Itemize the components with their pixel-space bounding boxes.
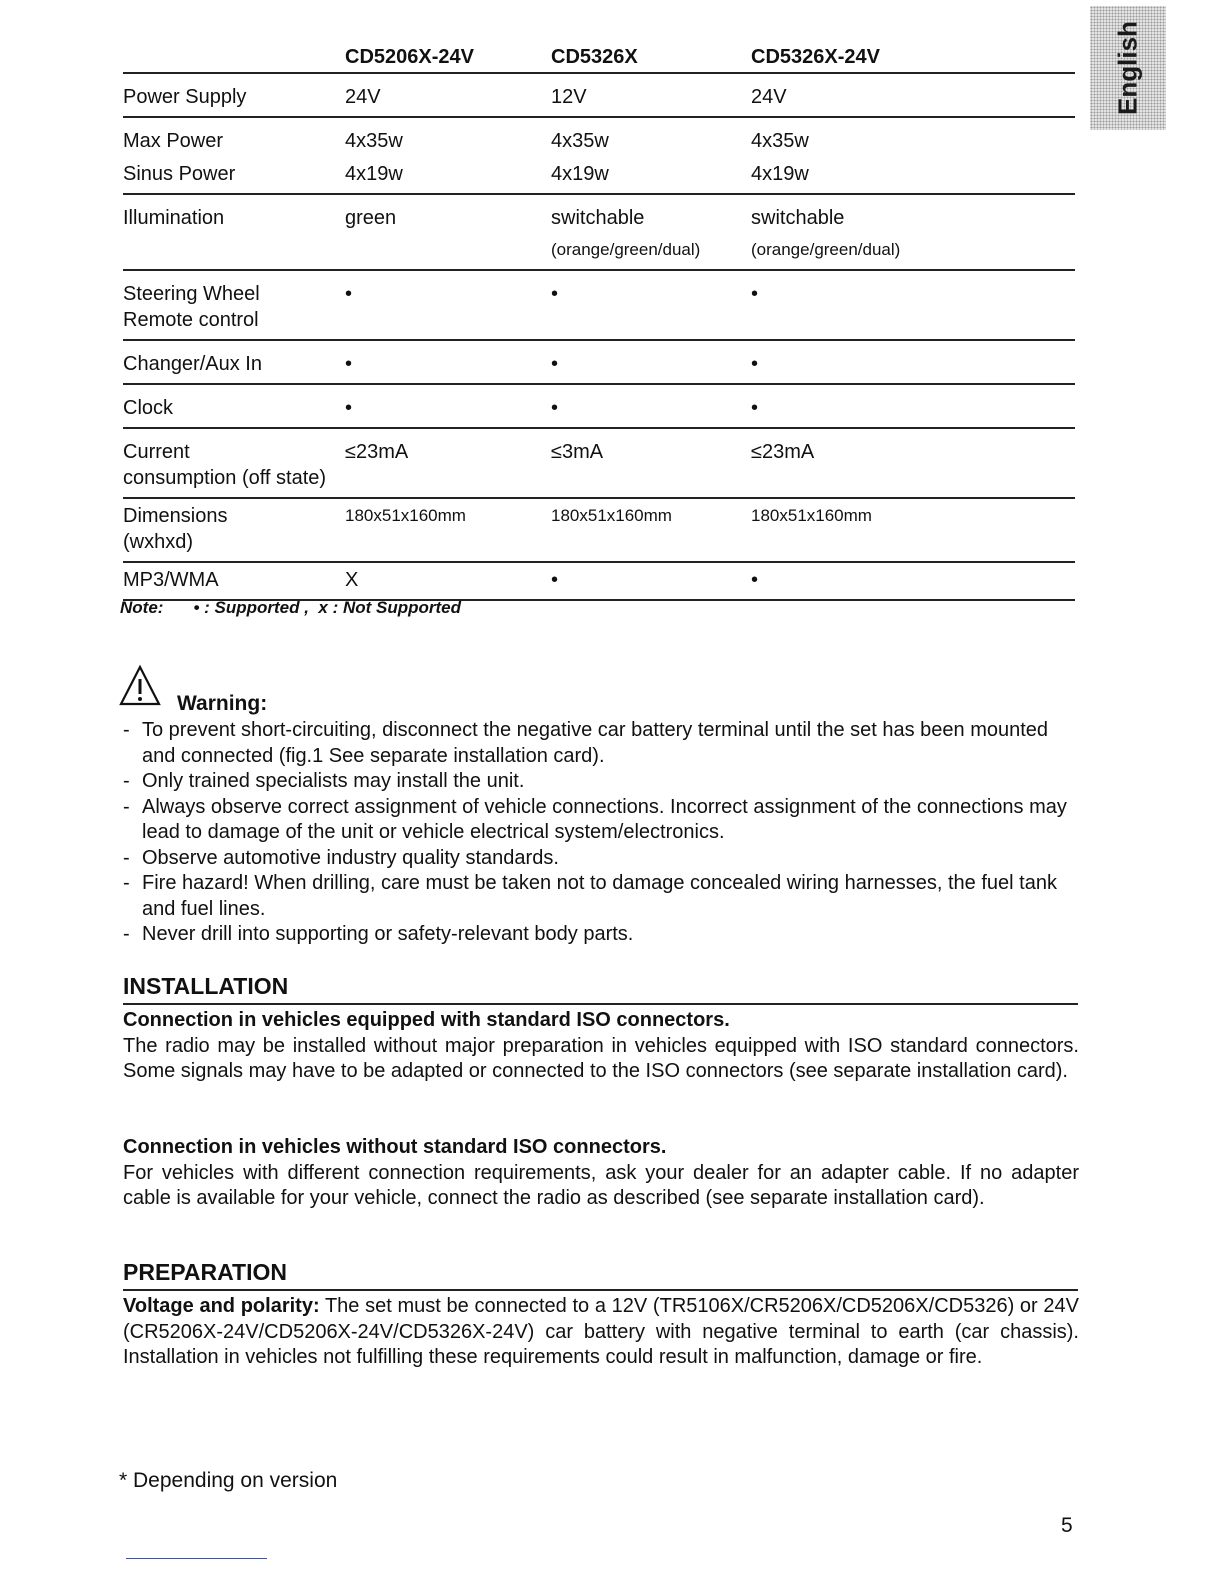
cell: 180x51x160mm (751, 498, 1075, 562)
preparation-title: PREPARATION (123, 1258, 1078, 1291)
cell (123, 231, 345, 270)
label-line: Steering Wheel (123, 283, 260, 305)
cell: • (751, 270, 1075, 340)
warning-item: - To prevent short-circuiting, disconnect the negative car battery terminal until the set has been mounted and connected (fig.1 See separate installation card). (123, 719, 1049, 767)
header-model-3: CD5326X-24V (751, 40, 1075, 73)
row-changer-aux (123, 340, 1075, 384)
label-sinus-power: Sinus Power (123, 154, 345, 194)
warning-item: - Observe automotive industry quality standards. (123, 846, 559, 869)
footnote: * Depending on version (119, 1469, 338, 1492)
header-model-1: CD5206X-24V (345, 40, 551, 73)
table-note (120, 598, 461, 618)
row-max-power (123, 117, 1075, 154)
label-steering-wheel (123, 270, 345, 340)
noniso-block (123, 1135, 1079, 1212)
cell: • (751, 340, 1075, 384)
cell: 180x51x160mm (345, 498, 551, 562)
header-empty (123, 40, 345, 73)
cell: 4x19w (551, 154, 751, 194)
cell: ≤3mA (551, 428, 751, 498)
voltage-block (123, 1294, 1079, 1371)
warning-title: Warning: (177, 692, 268, 715)
row-current (123, 428, 1075, 498)
row-clock (123, 384, 1075, 428)
cell: ≤23mA (751, 428, 1075, 498)
cell: 4x19w (751, 154, 1075, 194)
row-power-supply (123, 73, 1075, 117)
label-current (123, 428, 345, 498)
cell: • (551, 384, 751, 428)
label-line: (wxhxd) (123, 531, 194, 553)
voltage-text: The set must be connected to a 12V (TR5106X/CR5206X/CD5206X/CD5326) or 24V (CR5206X-24V/CD5206X-24V/CD5326X-24V) car battery with negative terminal to earth (car chassis). Installation in vehicles not fulfilling these requirements could result in malfunction, damage or fire. (123, 1295, 1079, 1368)
warning-triangle-icon (118, 664, 162, 708)
installation-title: INSTALLATION (123, 972, 1078, 1005)
cell: ≤23mA (345, 428, 551, 498)
noniso-text: For vehicles with different connection requirements, ask your dealer for an adapter cable. If no adapter cable is available for your vehicle, connect the radio as described (see separate installation card). (123, 1161, 1079, 1209)
bottom-rule (126, 1558, 267, 1559)
cell: 180x51x160mm (551, 498, 751, 562)
cell: • (551, 270, 751, 340)
cell: 4x35w (551, 130, 609, 152)
label-line: Dimensions (123, 505, 228, 527)
cell: green (345, 207, 397, 229)
note-supported: • : Supported , (193, 598, 309, 617)
cell: X (345, 562, 551, 600)
warning-item: - Fire hazard! When drilling, care must be taken not to damage concealed wiring harnesses, the fuel tank and fuel lines. (123, 872, 1057, 920)
cell: (orange/green/dual) (751, 231, 1075, 270)
cell: • (551, 340, 751, 384)
cell: • (751, 562, 1075, 600)
row-dimensions (123, 498, 1075, 562)
cell: • (751, 384, 1075, 428)
iso-block (123, 1008, 1079, 1085)
cell: 4x19w (345, 154, 551, 194)
label-line: Current (123, 441, 190, 463)
iso-text: The radio may be installed without major preparation in vehicles equipped with ISO standard connectors. Some signals may have to be adapted or connected to the ISO connectors (see separate installation card). (123, 1034, 1079, 1082)
cell: 12V (551, 73, 751, 117)
voltage-paragraph (123, 1294, 1079, 1371)
voltage-label: Voltage and polarity: (123, 1295, 320, 1317)
page-number: 5 (1061, 1514, 1073, 1537)
header-model-2: CD5326X (551, 40, 751, 73)
cell: 4x35w (751, 130, 809, 152)
note-not-supported: x : Not Supported (318, 598, 462, 617)
cell: 24V (751, 73, 1075, 117)
cell: switchable (751, 207, 845, 229)
cell: • (345, 384, 551, 428)
language-tab (1090, 6, 1166, 130)
label-line: consumption (off state) (123, 467, 327, 489)
label-max-power: Max Power (123, 130, 224, 152)
warning-item: - Only trained specialists may install the unit. (123, 770, 525, 792)
cell: • (345, 270, 551, 340)
label-illumination: Illumination (123, 207, 225, 229)
iso-heading: Connection in vehicles equipped with standard ISO connectors. (123, 1009, 730, 1031)
cell: • (551, 562, 751, 600)
label-power-supply: Power Supply (123, 73, 345, 117)
noniso-heading: Connection in vehicles without standard ISO connectors. (123, 1136, 667, 1158)
note-label: Note: (120, 598, 164, 617)
row-steering-wheel (123, 270, 1075, 340)
label-dimensions (123, 498, 345, 562)
row-sinus-power (123, 154, 1075, 194)
cell: 24V (345, 73, 551, 117)
cell (345, 231, 551, 270)
spec-header-row (123, 40, 1075, 73)
cell: (orange/green/dual) (551, 231, 751, 270)
warning-item: - Always observe correct assignment of vehicle connections. Incorrect assignment of the connections may lead to damage of the unit or vehicle electrical system/electronics. (123, 795, 1067, 843)
warning-list (123, 718, 1079, 948)
row-illumination-sub (123, 231, 1075, 270)
label-clock: Clock (123, 384, 345, 428)
label-mp3-wma: MP3/WMA (123, 562, 345, 600)
row-mp3-wma (123, 562, 1075, 600)
cell: • (345, 340, 551, 384)
label-line: Remote control (123, 309, 259, 331)
row-illumination (123, 194, 1075, 231)
language-tab-label: English (1112, 21, 1143, 115)
spec-table (123, 40, 1075, 601)
label-changer-aux: Changer/Aux In (123, 340, 345, 384)
cell: 4x35w (345, 130, 403, 152)
cell: switchable (551, 207, 645, 229)
warning-item: - Never drill into supporting or safety-relevant body parts. (123, 923, 634, 945)
